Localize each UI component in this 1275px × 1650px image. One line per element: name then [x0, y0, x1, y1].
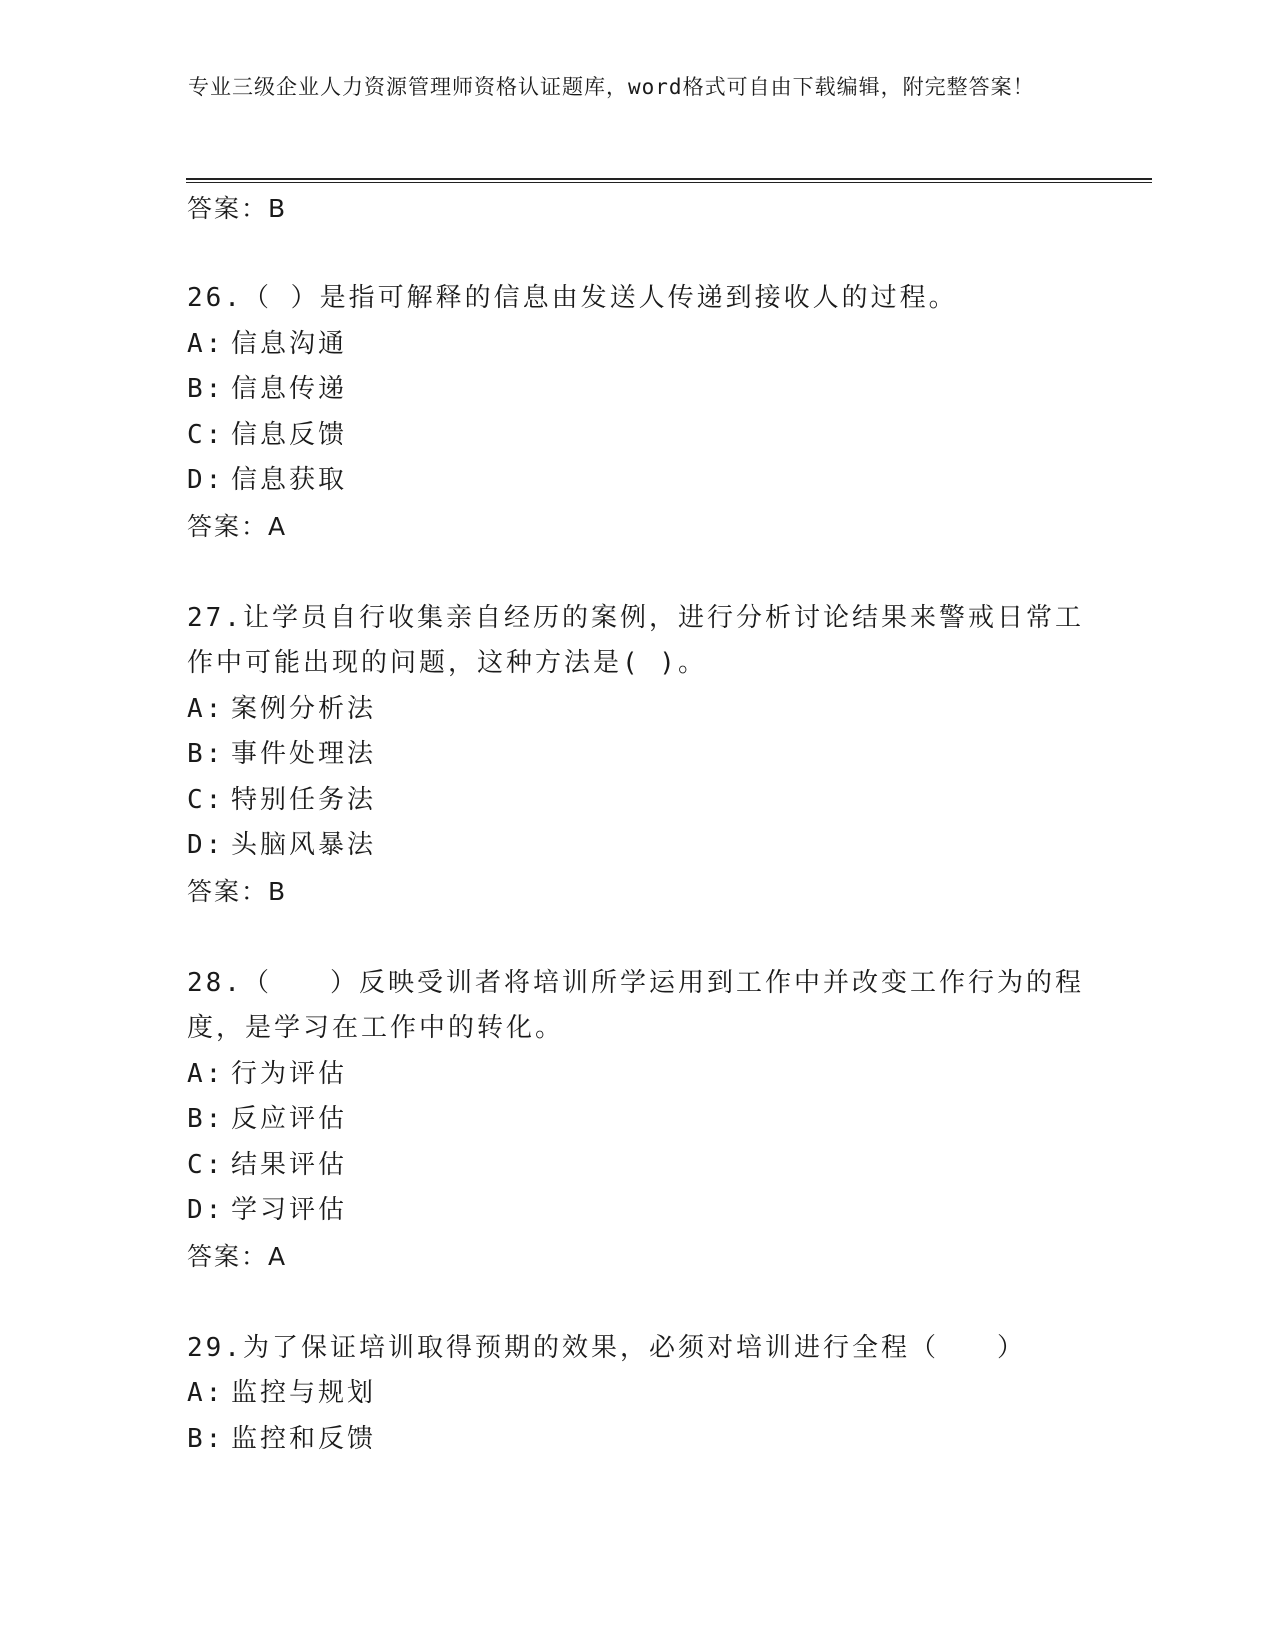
option-letter: A: — [187, 693, 225, 724]
option-text: 信息反馈 — [231, 419, 348, 450]
option-text: 信息获取 — [231, 465, 348, 495]
option-b — [187, 367, 1087, 413]
option-letter: B: — [187, 1104, 225, 1134]
option-letter: A: — [187, 1058, 225, 1089]
question-text: 27.让学员自行收集亲自经历的案例，进行分析讨论结果来警戒日常工作中可能出现的问题，这种方法是( )。 — [187, 602, 1084, 678]
option-c — [187, 778, 1087, 824]
option-text: 信息传递 — [231, 374, 348, 404]
question-29 — [187, 1326, 1087, 1463]
option-letter: D: — [187, 830, 225, 860]
option-a — [187, 322, 1087, 368]
question-27 — [187, 596, 1087, 915]
option-c — [187, 413, 1087, 459]
option-a — [187, 1052, 1087, 1098]
option-b — [187, 1417, 1087, 1463]
option-text: 行为评估 — [231, 1058, 348, 1089]
option-text: 结果评估 — [231, 1149, 348, 1180]
option-text: 监控与规划 — [231, 1378, 377, 1408]
header-rule-thin — [186, 182, 1152, 183]
question-text: 26.（ ）是指可解释的信息由发送人传递到接收人的过程。 — [187, 283, 958, 313]
option-letter: A: — [187, 1378, 225, 1408]
document-body — [187, 186, 1087, 1508]
answer-line: 答案：A — [187, 511, 288, 541]
question-28 — [187, 961, 1087, 1280]
option-letter: B: — [187, 374, 225, 404]
previous-answer: 答案：B — [187, 194, 288, 223]
option-a — [187, 1371, 1087, 1417]
answer-line: 答案：A — [187, 1241, 288, 1271]
option-b — [187, 732, 1087, 778]
question-text: 29.为了保证培训取得预期的效果，必须对培训进行全程（ ） — [187, 1332, 1026, 1363]
option-text: 特别任务法 — [231, 784, 377, 815]
option-text: 反应评估 — [231, 1104, 348, 1134]
option-a — [187, 687, 1087, 733]
option-text: 监控和反馈 — [231, 1423, 377, 1454]
option-letter: D: — [187, 1195, 225, 1225]
option-letter: C: — [187, 419, 225, 450]
answer-line: 答案：B — [187, 876, 288, 906]
option-letter: D: — [187, 465, 225, 495]
option-text: 信息沟通 — [231, 328, 348, 359]
option-d — [187, 458, 1087, 504]
question-text: 28.（ ）反映受训者将培训所学运用到工作中并改变工作行为的程度，是学习在工作中的转化。 — [187, 967, 1084, 1043]
option-b — [187, 1097, 1087, 1143]
option-letter: C: — [187, 1149, 225, 1180]
option-letter: B: — [187, 1423, 225, 1454]
header-rule — [186, 178, 1152, 180]
option-text: 案例分析法 — [231, 693, 377, 724]
option-c — [187, 1143, 1087, 1189]
option-letter: B: — [187, 739, 225, 769]
option-d — [187, 823, 1087, 869]
option-d — [187, 1188, 1087, 1234]
option-letter: A: — [187, 328, 225, 359]
question-26 — [187, 276, 1087, 550]
page-header: 专业三级企业人力资源管理师资格认证题库，word格式可自由下载编辑，附完整答案！ — [188, 75, 1035, 99]
option-letter: C: — [187, 784, 225, 815]
option-text: 事件处理法 — [231, 739, 377, 769]
option-text: 头脑风暴法 — [231, 830, 377, 860]
option-text: 学习评估 — [231, 1195, 348, 1225]
